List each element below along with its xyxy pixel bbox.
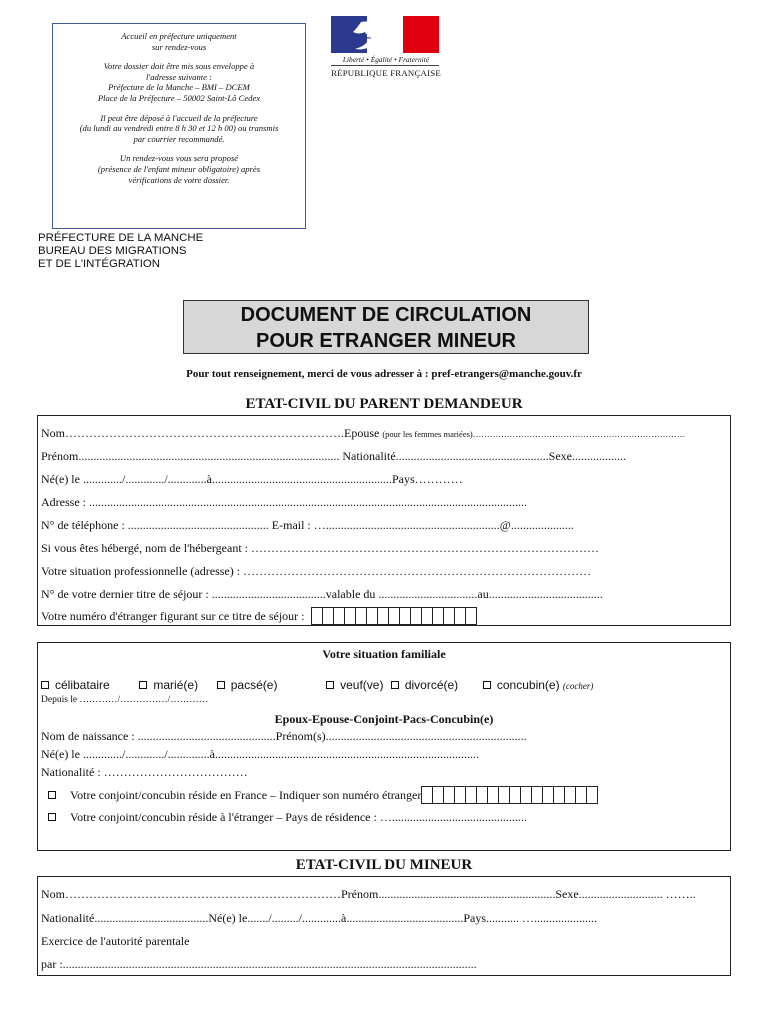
- title-line: DOCUMENT DE CIRCULATION: [240, 304, 532, 326]
- label-ne-le: Né(e) le: [41, 472, 80, 486]
- label-nom-naissance: Nom de naissance :: [41, 729, 135, 743]
- label-a: à: [206, 472, 212, 486]
- telephone-field[interactable]: ...............................................: [124, 518, 269, 532]
- spouse-subheading: Epoux-Epouse-Conjoint-Pacs-Concubin(e): [274, 712, 494, 726]
- minor-birthdate-field[interactable]: ......./........./.............: [247, 911, 341, 925]
- family-section-heading: Votre situation familiale: [322, 647, 446, 661]
- label-nationalite: Nationalité: [41, 911, 95, 925]
- minor-birthplace-field[interactable]: .......................................: [346, 911, 464, 925]
- valable-du-field[interactable]: .................................: [375, 587, 478, 601]
- title-line: POUR ETRANGER MINEUR: [255, 330, 516, 352]
- checkbox-celibataire[interactable]: [41, 681, 49, 689]
- document-title: [183, 300, 589, 354]
- label-par: par :: [41, 957, 63, 971]
- nationalite-field[interactable]: ...................................................: [395, 449, 549, 463]
- autorite-par-field[interactable]: ..........................................................................................................................................: [62, 957, 477, 971]
- spouse-nationalite-field[interactable]: ………………………………: [100, 765, 248, 779]
- checkbox-divorce[interactable]: [391, 681, 399, 689]
- marianne-logo: [331, 16, 439, 53]
- spouse-birthdate-field[interactable]: ............./............./..............: [79, 747, 210, 761]
- spouse-foreigner-number-cells[interactable]: [421, 786, 598, 804]
- label-nationalite: Nationalité: [342, 449, 396, 463]
- depuis-field[interactable]: …………/……………/…………: [77, 695, 209, 705]
- checkbox-marie[interactable]: [139, 681, 147, 689]
- info-line: Préfecture de la Manche – BMI – DCEM: [108, 82, 250, 93]
- checkbox-reside-france[interactable]: [48, 791, 56, 799]
- label-a: à: [340, 911, 347, 925]
- at-sign: @: [499, 518, 511, 532]
- info-line: Un rendez-vous vous sera proposé: [119, 153, 239, 164]
- prefecture-line: BUREAU DES MIGRATIONS: [38, 244, 187, 257]
- info-line: l'adresse suivante :: [146, 71, 212, 82]
- republique-francaise: RÉPUBLIQUE FRANÇAISE: [331, 68, 441, 78]
- label-au: au: [477, 587, 489, 601]
- minor-nom-field[interactable]: ……………………………………………………………: [65, 887, 341, 901]
- info-line: Place de la Préfecture – 50002 Saint-Lô Cedex: [97, 92, 261, 103]
- reside-etranger-label: Votre conjoint/concubin réside à l'étranger – Pays de résidence :: [70, 810, 377, 824]
- info-line: sur rendez-vous: [151, 41, 207, 52]
- label-valable-du: valable du: [325, 587, 376, 601]
- minor-nationalite-field[interactable]: ......................................: [94, 911, 209, 925]
- prenom-field[interactable]: .......................................................................................: [78, 449, 340, 463]
- au-field[interactable]: ......................................: [488, 587, 603, 601]
- option-label: veuf(ve): [340, 678, 384, 692]
- foreigner-number-cells[interactable]: [311, 607, 477, 625]
- prefecture-address: [38, 232, 203, 270]
- reside-france-label: Votre conjoint/concubin réside en France – Indiquer son numéro étranger: [70, 787, 422, 802]
- nom-field[interactable]: …………………………………………………………….: [65, 426, 344, 440]
- label-heberge: Si vous êtes hébergé, nom de l'hébergeant :: [41, 541, 248, 555]
- parent-section-heading: ETAT-CIVIL DU PARENT DEMANDEUR: [245, 396, 523, 412]
- parent-civil-status-box: [37, 415, 731, 626]
- info-line: par courrier recommandé.: [133, 133, 225, 144]
- prenoms-field[interactable]: ...................................................................: [325, 729, 527, 743]
- checkbox-reside-etranger[interactable]: [48, 813, 56, 821]
- checkbox-pacse[interactable]: [217, 681, 225, 689]
- label-pays: Pays: [391, 472, 415, 486]
- label-email: E-mail :: [271, 518, 311, 532]
- email-field[interactable]: …..........................................................: [310, 518, 500, 532]
- option-label: célibataire: [55, 678, 110, 692]
- label-situation-pro: Votre situation professionnelle (adresse) :: [41, 564, 241, 578]
- option-label: divorcé(e): [404, 678, 459, 692]
- motto: Liberté • Égalité • Fraternité: [342, 56, 430, 64]
- label-sexe: Sexe: [548, 449, 572, 463]
- birthdate-field[interactable]: ............./............./.............: [79, 472, 207, 486]
- label-prenoms: Prénom(s): [275, 729, 326, 743]
- info-line: vérifications de votre dossier.: [128, 174, 230, 185]
- label-nom: Nom: [41, 426, 65, 440]
- minor-section-heading: ETAT-CIVIL DU MINEUR: [295, 857, 473, 873]
- checkbox-veuf[interactable]: [326, 681, 334, 689]
- label-nationalite: Nationalité :: [41, 765, 101, 779]
- label-depuis: Depuis le: [41, 695, 78, 705]
- info-line: Accueil en préfecture uniquement: [121, 31, 237, 41]
- sexe-field[interactable]: ..................: [572, 449, 626, 463]
- label-ne-le: Né(e) le: [41, 747, 80, 761]
- label-prenom: Prénom: [41, 449, 79, 463]
- info-line: Votre dossier doit être mis sous enveloppe à: [103, 61, 255, 72]
- adresse-field[interactable]: ..................................................................................................................................................: [86, 495, 527, 509]
- option-label: marié(e): [153, 678, 199, 692]
- minor-pays-field[interactable]: ........... ….....................: [485, 911, 597, 925]
- cocher-note: (cocher): [562, 681, 594, 691]
- appointment-info-box: [52, 23, 306, 229]
- pays-field[interactable]: …………: [414, 472, 463, 486]
- label-a: à: [209, 747, 215, 761]
- prefecture-line: PRÉFECTURE DE LA MANCHE: [38, 232, 204, 244]
- label-telephone: N° de téléphone :: [41, 518, 125, 532]
- birthplace-field[interactable]: ............................................................: [211, 472, 392, 486]
- family-situation-box: [37, 642, 731, 851]
- label-prenom: Prénom: [341, 887, 379, 901]
- pays-residence-field[interactable]: ….............................................: [376, 810, 527, 824]
- info-line: (du lundi au vendredi entre 8 h 30 et 12 h 00) ou transmis: [79, 123, 279, 134]
- option-label: concubin(e): [496, 678, 560, 692]
- epouse-note: (pour les femmes mariées): [382, 429, 473, 439]
- info-line: Il peut être déposé à l'accueil de la préfecture: [100, 112, 258, 123]
- epouse-field[interactable]: …………………………………………………………………: [472, 429, 686, 439]
- heberge-field[interactable]: ……………………………………………………………………………: [248, 541, 599, 555]
- contact-line: Pour tout renseignement, merci de vous adresser à : pref-etrangers@manche.gouv.fr: [186, 368, 582, 380]
- minor-civil-status-box: [37, 876, 731, 976]
- spouse-birthplace-field[interactable]: ........................................................................................: [214, 747, 479, 761]
- logo-divider: [331, 65, 439, 66]
- titre-sejour-field[interactable]: ......................................: [208, 587, 326, 601]
- checkbox-concubin[interactable]: [483, 681, 491, 689]
- email-domain-field[interactable]: .....................: [510, 518, 574, 532]
- label-pays: Pays: [463, 911, 486, 925]
- label-sexe: Sexe: [555, 887, 579, 901]
- info-line: (présence de l'enfant mineur obligatoire) après: [97, 163, 261, 174]
- prefecture-line: ET DE L'INTÉGRATION: [38, 257, 161, 270]
- label-adresse: Adresse :: [41, 495, 86, 509]
- label-numero-etranger: Votre numéro d'étranger figurant sur ce titre de séjour :: [41, 608, 305, 623]
- nom-naissance-field[interactable]: ..............................................: [134, 729, 276, 743]
- minor-prenom-field[interactable]: ...........................................................: [378, 887, 556, 901]
- label-titre-sejour: N° de votre dernier titre de séjour :: [41, 587, 209, 601]
- label-autorite: Exercice de l'autorité parentale: [41, 934, 190, 948]
- label-ne-le: Né(e) le: [208, 911, 248, 925]
- minor-sexe-field[interactable]: ............................ ……..: [578, 887, 696, 901]
- situation-pro-field[interactable]: ……………………………………………………………………………: [240, 564, 592, 578]
- label-nom: Nom: [41, 887, 65, 901]
- label-epouse: Epouse: [344, 426, 380, 440]
- option-label: pacsé(e): [230, 678, 278, 692]
